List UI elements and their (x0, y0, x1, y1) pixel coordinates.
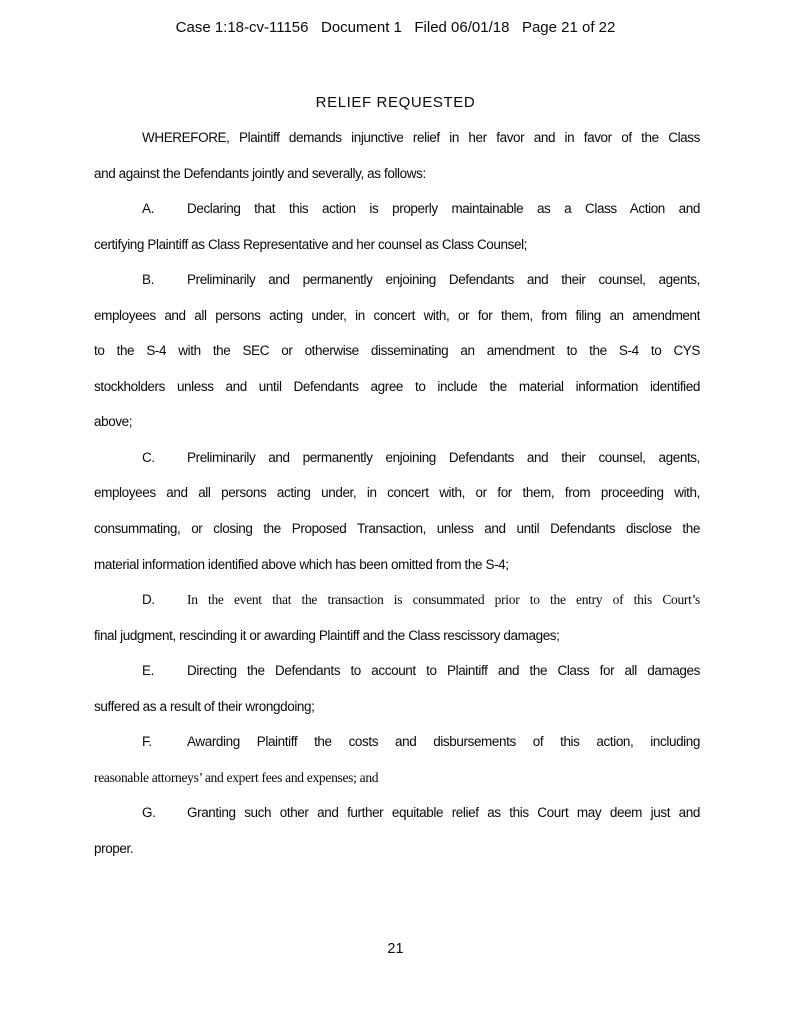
paragraph (94, 653, 700, 724)
line-text: stockholders unless and until Defendants agree to include the material information identified (94, 378, 700, 394)
document-line (94, 760, 700, 796)
document-line (94, 618, 700, 654)
court-stamp-header: Case 1:18-cv-11156 Document 1 Filed 06/01/18 Page 21 of 22 (175, 19, 616, 36)
line-text: WHEREFORE, Plaintiff demands injunctive relief in her favor and in favor of the Class (142, 130, 700, 145)
document-line (94, 404, 700, 440)
paragraph (94, 795, 700, 866)
document-line (94, 156, 700, 192)
list-item-label: E. (142, 663, 154, 679)
document-line (94, 440, 700, 476)
line-text: Awarding Plaintiff the costs and disbursements of this action, including (187, 734, 700, 750)
document-line (94, 795, 700, 831)
line-text: material information identified above which has been omitted from the S-4; (94, 556, 509, 572)
paragraph (94, 724, 700, 795)
line-text: suffered as a result of their wrongdoing; (94, 698, 315, 714)
list-item-label: G. (142, 805, 156, 821)
document-line (94, 547, 700, 583)
line-text: proper. (94, 840, 134, 856)
line-text: and against the Defendants jointly and severally, as follows: (94, 165, 426, 181)
document-line (94, 511, 700, 547)
document-line (94, 582, 700, 618)
document-line (94, 475, 700, 511)
document-line (94, 831, 700, 867)
line-text: Preliminarily and permanently enjoining Defendants and their counsel, agents, (187, 272, 700, 288)
line-text: above; (94, 414, 133, 430)
document-line (94, 298, 700, 334)
document-line (94, 724, 700, 760)
line-text: Declaring that this action is properly maintainable as a Class Action and (187, 201, 700, 217)
document-line (94, 262, 700, 298)
paragraph (94, 262, 700, 440)
line-text: In the event that the transaction is consummated prior to the entry of this Court’s (187, 592, 700, 608)
line-text: certifying Plaintiff as Class Representative and her counsel as Class Counsel; (94, 236, 528, 252)
document-line (94, 369, 700, 405)
document-body (94, 120, 700, 866)
document-line (94, 227, 700, 263)
line-text: consummating, or closing the Proposed Transaction, unless and until Defendants disclose the (94, 521, 700, 537)
document-line (94, 653, 700, 689)
document-line (94, 191, 700, 227)
list-item-label: C. (142, 449, 155, 465)
list-item-label: B. (142, 272, 154, 288)
page-number: 21 (387, 941, 404, 957)
line-text: Granting such other and further equitable relief as this Court may deem just and (187, 805, 700, 821)
line-text: reasonable attorneys’ and expert fees and expenses; and (94, 769, 379, 785)
document-line (94, 333, 700, 369)
document-line (94, 689, 700, 725)
list-item-label: F. (142, 734, 152, 750)
list-item-label: A. (142, 201, 154, 217)
document-line (94, 120, 700, 156)
line-text: employees and all persons acting under, in concert with, or for them, from filing an amendment (94, 307, 700, 323)
line-text: Directing the Defendants to account to Plaintiff and the Class for all damages (187, 663, 700, 679)
line-text: employees and all persons acting under, in concert with, or for them, from proceeding with, (94, 485, 700, 501)
list-item-label: D. (142, 592, 155, 608)
paragraph (94, 440, 700, 582)
paragraph (94, 191, 700, 262)
line-text: Preliminarily and permanently enjoining Defendants and their counsel, agents, (187, 449, 700, 465)
paragraph (94, 120, 700, 191)
line-text: final judgment, rescinding it or awarding Plaintiff and the Class rescissory damages; (94, 627, 560, 643)
paragraph (94, 582, 700, 653)
section-heading-relief-requested: RELIEF REQUESTED (315, 94, 476, 111)
line-text: to the S-4 with the SEC or otherwise disseminating an amendment to the S-4 to CYS (94, 343, 700, 359)
